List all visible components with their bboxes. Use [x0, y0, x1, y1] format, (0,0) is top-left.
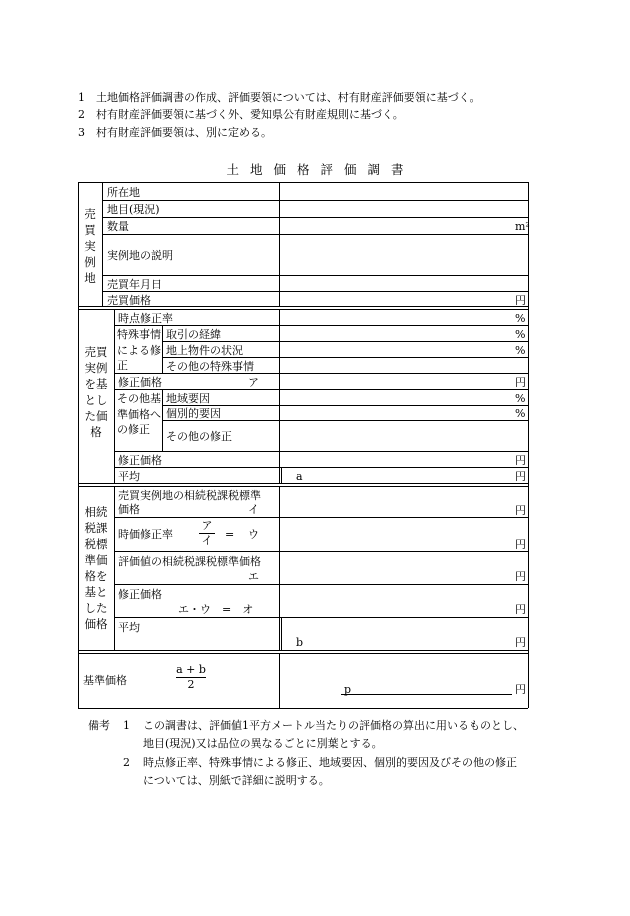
special-circumstances-group: 特殊事情による修正	[117, 328, 161, 372]
mark-e: エ	[248, 570, 259, 583]
fraction-numerator: a + b	[176, 663, 206, 676]
intro-line-2: 2 村有財産評価要領に基づく外、愛知県公有財産規則に基づく。	[78, 108, 404, 121]
row-inheritance-tax-price-cont: 価格	[118, 503, 140, 516]
row-land-category: 地目(現況)	[107, 203, 160, 216]
unit-yen: 円	[515, 603, 526, 616]
unit-yen: 円	[515, 504, 526, 517]
unit-square-meter: m²	[515, 220, 530, 233]
mark-i: イ	[248, 503, 259, 516]
unit-percent: %	[515, 328, 526, 341]
notes-heading: 備考	[88, 719, 110, 732]
other-correction-group: その他基準価格への修正	[117, 392, 161, 436]
base-price-label: 基準価格	[83, 674, 127, 687]
row-quantity: 数量	[107, 220, 129, 233]
row-time-correction-rate: 時点修正率	[118, 312, 173, 325]
unit-yen: 円	[515, 570, 526, 583]
fraction-a-plus-b-over-2	[176, 664, 206, 691]
note-2-line-1: 時点修正率、特殊事情による修正、地域要因、個別的要因及びその他の修正	[143, 756, 517, 769]
section-3-label: 相続税課税標準価格を基とした価格	[84, 505, 108, 631]
row-sale-date: 売買年月日	[107, 278, 162, 291]
row-other-special: その他の特殊事情	[166, 360, 254, 373]
unit-percent: %	[515, 392, 526, 405]
row-corrected-price-2: 修正価格	[118, 454, 162, 467]
note-2-number: 2	[123, 756, 130, 769]
formula-e-u-o: エ・ウ = オ	[178, 603, 254, 616]
unit-yen: 円	[515, 294, 526, 307]
intro-line-1: 1 土地価格評価調書の作成、評価要領については、村有財産評価要領に基づく。	[78, 91, 481, 104]
unit-yen: 円	[515, 376, 526, 389]
note-2-line-2: については、別紙で詳細に説明する。	[143, 774, 330, 787]
fraction-a-over-i	[199, 520, 215, 547]
row-other-correction: その他の修正	[166, 430, 232, 443]
unit-yen: 円	[515, 538, 526, 551]
equals-sign: =	[225, 528, 235, 541]
unit-percent: %	[515, 312, 526, 325]
row-average-2: 平均	[118, 621, 140, 634]
row-market-correction-rate: 時価修正率	[118, 528, 173, 541]
row-individual-factor: 個別的要因	[166, 407, 221, 420]
p-underline	[341, 694, 512, 695]
unit-percent: %	[515, 344, 526, 357]
unit-yen: 円	[515, 683, 526, 696]
mark-u: ウ	[248, 528, 259, 541]
intro-line-3: 3 村有財産評価要領は、別に定める。	[78, 126, 272, 139]
row-corrected-price: 修正価格	[118, 376, 162, 389]
mark-a: a	[296, 470, 303, 483]
fraction-numerator: ア	[201, 519, 213, 532]
note-1-line-1: この調書は、評価値1平方メートル当たりの評価格の算出に用いるものとし、	[143, 719, 524, 732]
unit-yen: 円	[515, 636, 526, 649]
document-title: 土地価格評価調書	[226, 162, 415, 177]
unit-percent: %	[515, 407, 526, 420]
mark-a-katakana: ア	[248, 376, 259, 389]
row-sale-price: 売買価格	[107, 294, 151, 307]
row-example-description: 実例地の説明	[107, 249, 173, 262]
fraction-denominator: 2	[187, 678, 195, 691]
note-1-line-2: 地目(現況)又は品位の異なるごとに別葉とする。	[143, 737, 383, 750]
unit-yen: 円	[515, 470, 526, 483]
unit-yen: 円	[515, 454, 526, 467]
row-location: 所在地	[107, 186, 140, 199]
row-transaction-history: 取引の経緯	[166, 328, 221, 341]
row-corrected-price-3: 修正価格	[118, 588, 162, 601]
row-regional-factor: 地域要因	[166, 392, 210, 405]
section-1-label: 売買実例地	[84, 207, 96, 285]
row-structures-condition: 地上物件の状況	[166, 344, 243, 357]
row-inheritance-tax-price: 売買実例地の相続税課税標準	[118, 489, 261, 502]
mark-b: b	[296, 636, 304, 649]
row-average: 平均	[118, 470, 140, 483]
row-appraisal-tax-price: 評価値の相続税課税標準価格	[118, 555, 261, 568]
fraction-denominator: イ	[201, 534, 213, 547]
mark-p: p	[344, 683, 352, 696]
section-2-label: 売買実例を基とした価格	[84, 345, 108, 439]
note-1-number: 1	[123, 719, 130, 732]
